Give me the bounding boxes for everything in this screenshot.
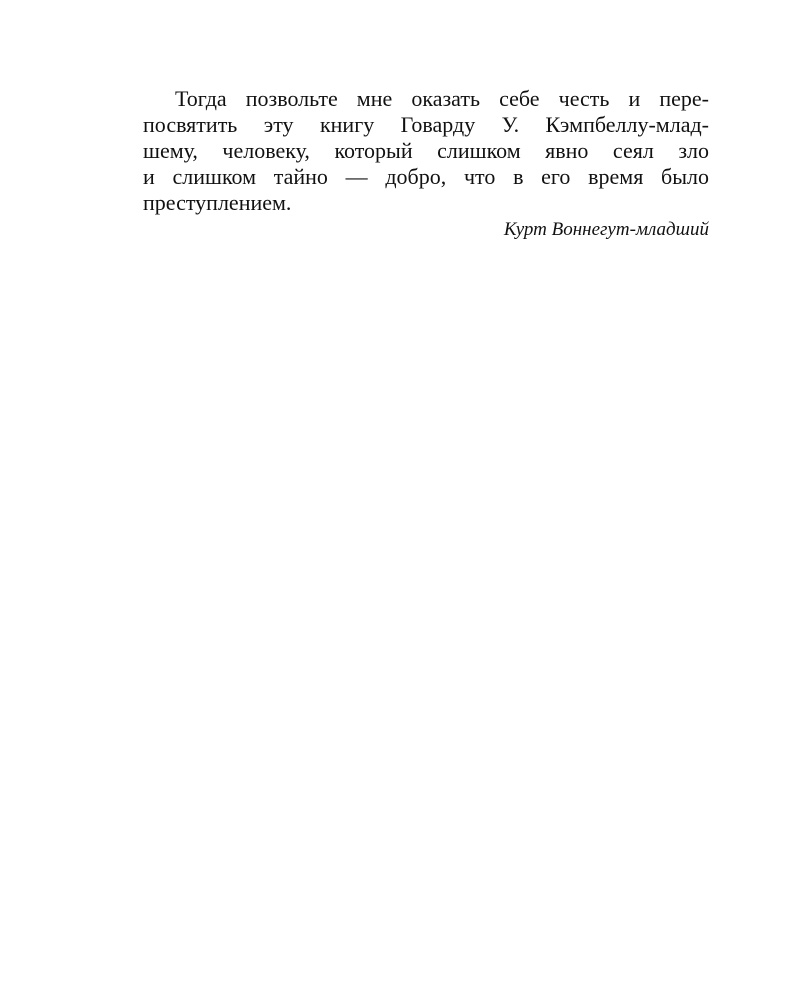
dedication-text [143,86,709,242]
dedication-line: Тогда позвольте мне оказать себе честь и пере- [175,86,709,111]
dedication-line: посвятить эту книгу Говарду У. Кэмпбеллу-млад- [143,112,709,137]
dedication-line: шему, человеку, который слишком явно сеял зло [143,138,709,163]
author-signature: Курт Воннегут-младший [503,219,709,240]
dedication-line: и слишком тайно — добро, что в его время было [143,164,709,189]
dedication-line: преступлением. [143,190,292,215]
